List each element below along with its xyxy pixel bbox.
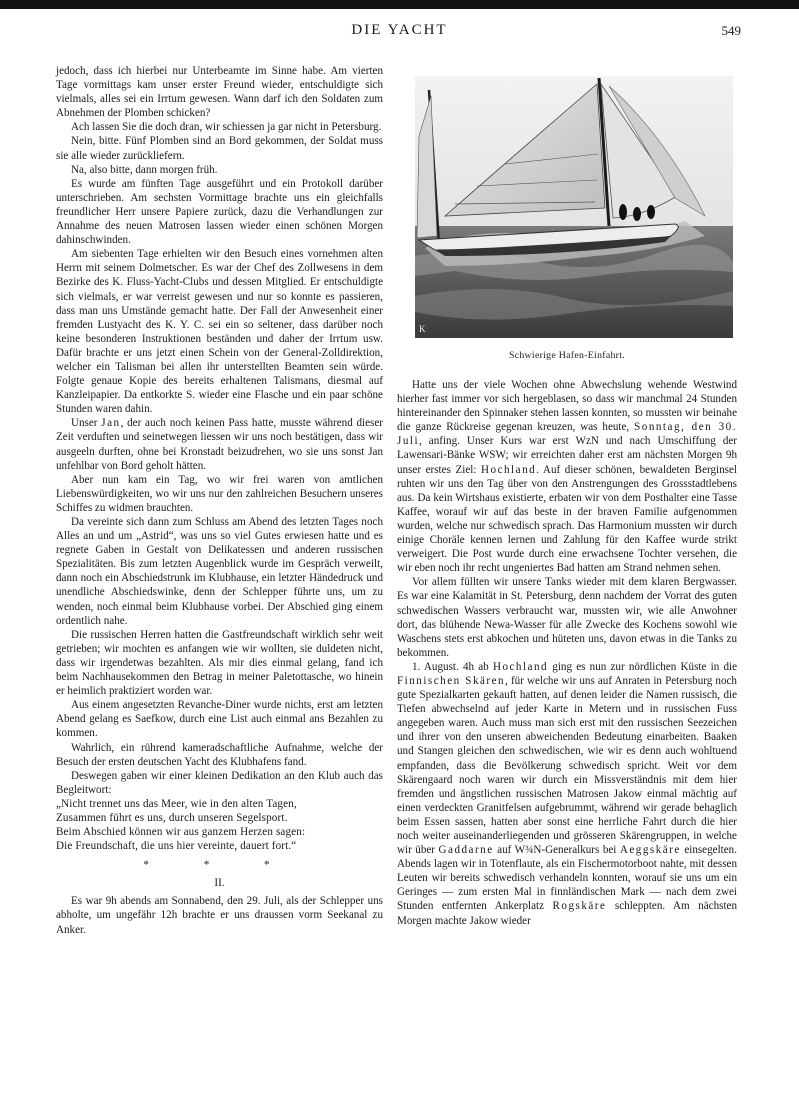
paragraph: Es wurde am fünften Tage ausgeführt und ein Protokoll darüber unterschrieben. Am sechsten Vormittage brachte uns ein gleichfalls freundlicher Herr unsere Papiere zurück, dazu die Verhandlungen zur Annahme des neuen Matrosen lassen wieder einen schönen Morgen dahinschwinden. xyxy=(56,177,383,247)
text-run: . Auf dieser schönen, bewaldeten Berginsel ruhten wir uns den Tag über von den Anstrengungen des Grossstadtlebens aus. Da kein Wirtshaus existierte, erbaten wir von dem Posthalter eine Tasse Kaffee, worauf wir auf das beste in der braven Familie aufgenommen wurden, welche nur schwedisch sprach. Das Harmonium mussten wir durch einige Choräle kennen lernen und Zahlung für den Kaffee wurde strikt verweigert. Die Post wurde durch eine erwachsene Tochter versehen, die wir eben noch ihr recht ungeniertes Bad hatten am Strand nehmen sehen. xyxy=(397,463,737,575)
text-run: Hatte uns der viele Wochen ohne Abwechslung wehende Westwind hierher fast immer vor sich hergeblasen, so dass wir manchmal 24 Stunden hintereinander den Spinnaker stehen lassen konnten, so mussten wir beinahe die ganze Rückreise gegenan kreuzen, was heute, xyxy=(397,379,737,434)
verse-line: Zusammen führt es uns, durch unseren Segelsport. xyxy=(56,811,288,824)
place-name: Hochland xyxy=(492,660,549,673)
paragraph: Da vereinte sich dann zum Schluss am Abend des letzten Tages noch Alles an und um „Astrid“, was uns so viel Gutes erwiesen hatte und es regnete Gaben in Gestalt von Delikatessen und anderen russischen Spezialitäten. Bis zum letzten Augenblick wurde im Gespräch verweilt, dann noch ein Abschiedstrunk im Klubhause, ein letzter Händedruck und unendliche Abschiedswinke, denn der Schlepper führte uns, um zu wenden, noch einmal beim Klubhause vorbei. Der Abschied ging einem ordentlich nahe. xyxy=(56,516,383,627)
paragraph: Wahrlich, ein rührend kameradschaftliche Aufnahme, welche der Besuch der ersten deutschen Yacht des Klubhafens fand. xyxy=(56,741,383,768)
paragraph xyxy=(56,416,383,472)
text-run: , anfing. Unser Kurs war erst WzN und nach Umschiffung der Lawensari-Bänke WSW; wir erreichten daher erst am nächsten Morgen 9h unser erstes Ziel: xyxy=(397,435,737,476)
page-header xyxy=(0,22,799,44)
place-name: Finnischen Skären xyxy=(397,674,506,687)
place-name: Hochland xyxy=(481,463,537,476)
verse-line: Die Freundschaft, die uns hier vereinte, dauert fort.“ xyxy=(56,840,297,853)
left-column xyxy=(56,64,383,937)
right-column xyxy=(397,378,737,928)
page-number: 549 xyxy=(721,23,741,38)
photo-caption: Schwierige Hafen-Einfahrt. xyxy=(508,350,626,361)
paragraph: Deswegen gaben wir einer kleinen Dedikation an den Klub auch das Begleitwort: xyxy=(56,769,383,796)
text-run: ging es nun zur nördlichen Küste in die xyxy=(548,660,737,673)
text-run: , für welche wir uns auf Anraten in Petersburg noch gute Spezialkarten gekauft hatten, auf denen leider die Namen russisch, die Tiefen abwechselnd auf jeder Karte in Metern und in russischen Fuss angegeben waren. Auch muss man sich erst mit den russischen Seezeichen und ihrer von den unseren abweichenden Bedeutung einarbeiten. Baaken und Stangen gleichen den schwedischen, wie wir es denn auch wohltuend empfanden, dass die Bevölkerung schwedisch spricht. Weit vor dem Skärengaard noch waren wir durch ein Missverständnis mit dem hier fremden und ängstlichen russischen Matrosen Jakow einmal mächtig auf einen verdeckten Granitfelsen aufgebrummt, während wir gerade behaglich beim Essen sassen, hatten aber sonst eine herrliche Fahrt durch die hier noch weiter auseinanderliegenden und grösseren Skärengruppen, in welche wir über xyxy=(397,674,737,857)
paragraph xyxy=(397,660,737,928)
top-rule xyxy=(0,0,799,9)
text-run: Unser xyxy=(71,417,102,430)
verse-line: „Nicht trennet uns das Meer, wie in den alten Tagen, xyxy=(56,797,297,810)
paragraph: Es war 9h abends am Sonnabend, den 29. Juli, als der Schlepper uns abholte, um ungefähr 12h brachte er uns draussen vorm Seekanal zu Anker. xyxy=(56,895,383,936)
paragraph: Ach lassen Sie die doch dran, wir schiessen ja gar nicht in Petersburg. xyxy=(71,121,382,134)
date-text: Sonntag, den 30. Juli xyxy=(397,421,737,448)
paragraph: Nein, bitte. Fünf Plomben sind an Bord gekommen, der Soldat muss sie alle wieder zurückliefern. xyxy=(56,135,383,162)
text-run: 4h ab xyxy=(458,660,493,673)
place-name: Rogskäre xyxy=(552,900,607,913)
text-run: , der auch noch keinen Pass hatte, musste während dieser Zeit verduften und seinetwegen liessen wir uns noch bestätigen, dass wir ausgeeln durften, ohne bei Kronstadt beizudrehen, wo sie uns sonst Jan unfehlbar von Bord geholt hätten. xyxy=(56,417,383,472)
paragraph: Aber nun kam ein Tag, wo wir frei waren von amtlichen Liebenswürdigkeiten, wo wir uns nur den zahlreichen Besuchern unseres Schiffes zu widmen brauchten. xyxy=(56,473,383,514)
section-number: II. xyxy=(214,877,225,890)
verse-line: Beim Abschied können wir aus ganzem Herzen sagen: xyxy=(56,826,306,839)
paragraph: Vor allem füllten wir unsere Tanks wieder mit dem klaren Bergwasser. Es war eine Kalamität in St. Petersburg, denn nachdem der Vorrat des guten schwedischen Wassers verbraucht war, mussten wir, wie alle Anwohner dort, das blühende Newa-Wasser für alle Zwecke des Kochens sowohl wie Waschens stets erst abkochen und hüteten uns, davon etwas in die Tanks zu bekommen. xyxy=(397,576,737,659)
person-name: Jan xyxy=(101,417,121,430)
paragraph: Die russischen Herren hatten die Gastfreundschaft wirklich sehr weit getrieben; wir mochten es anfangen wie wir wollten, sie duldeten nicht, dass wir irgendetwas bezahlten. Als mir dies einmal gelang, fand ich beim Nachhausekommen den Betrag in meiner Paletottasche, wo hinein er heimlich praktiziert worden war. xyxy=(56,628,383,698)
paragraph: Aus einem angesetzten Revanche-Diner wurde nichts, erst am letzten Abend gelang es Saefkow, durch eine List auch einmal ans Bezahlen zu kommen. xyxy=(56,699,383,740)
paragraph: Na, also bitte, dann morgen früh. xyxy=(71,163,218,176)
section-stars: * * * xyxy=(143,859,296,872)
sailing-yacht-illustration xyxy=(415,76,733,338)
running-title: DIE YACHT xyxy=(351,22,448,38)
photo-monogram: K xyxy=(419,324,426,334)
text-run: einsegelten. Abends lagen wir in Totenflaute, als ein Fischermotorboot nahte, mit dessen Leuten wir bereits schwedisch verhandeln konnten, worauf sie uns um ein Geringes — zum ersten Mal in finnländischen Mark — nach dem zwei Stunden entfernten Ankerplatz xyxy=(397,844,737,913)
paragraph xyxy=(397,378,737,575)
paragraph: jedoch, dass ich hierbei nur Unterbeamte im Sinne habe. Am vierten Tage vormittags kam unser erster Freund wieder, entschuldigte sich vielmals, alles sei ein Irrtum gewesen. Wann darf ich den Soldaten zum Abnehmen der Plomben schicken? xyxy=(56,65,383,120)
paragraph: Am siebenten Tage erhielten wir den Besuch eines vornehmen alten Herrn mit seinem Dolmetscher. Es war der Chef des Zollwesens in dem Bezirke des K. Fluss-Yacht-Clubs und dessen Mitglied. Er entschuldigte sich vielmals, er war verreist gewesen und nur so konnte es passieren, dass man uns Umstände gemacht hatte. Der Fall der Anwesenheit einer fremden Lustyacht des K. Y. C. sei ein so seltener, dass darüber noch keine besonderen Instruktionen beständen und daher der Irrtum usw. Dafür brachte er uns jetzt einen Schein von der General-Zolldirektion, welcher ein Talisman bei allen ihr unterstellten Beamten sein würde. Folgte genaue Kopie des bereits erhaltenen Talismans, diesmal auf Kanzleipapier. Da entkorkte S. wieder eine Flasche und ein paar schöne Stunden waren dahin. xyxy=(56,248,383,416)
place-name: Aeggskäre xyxy=(619,844,681,857)
yacht-photo xyxy=(415,76,733,338)
text-run: auf W¾N-Generalkurs bei xyxy=(493,844,620,857)
text-run: schleppten. Am nächsten Morgen machte Jakow wieder xyxy=(397,900,737,927)
date-text: 1. August. xyxy=(412,660,459,673)
place-name: Gaddarne xyxy=(438,844,494,857)
